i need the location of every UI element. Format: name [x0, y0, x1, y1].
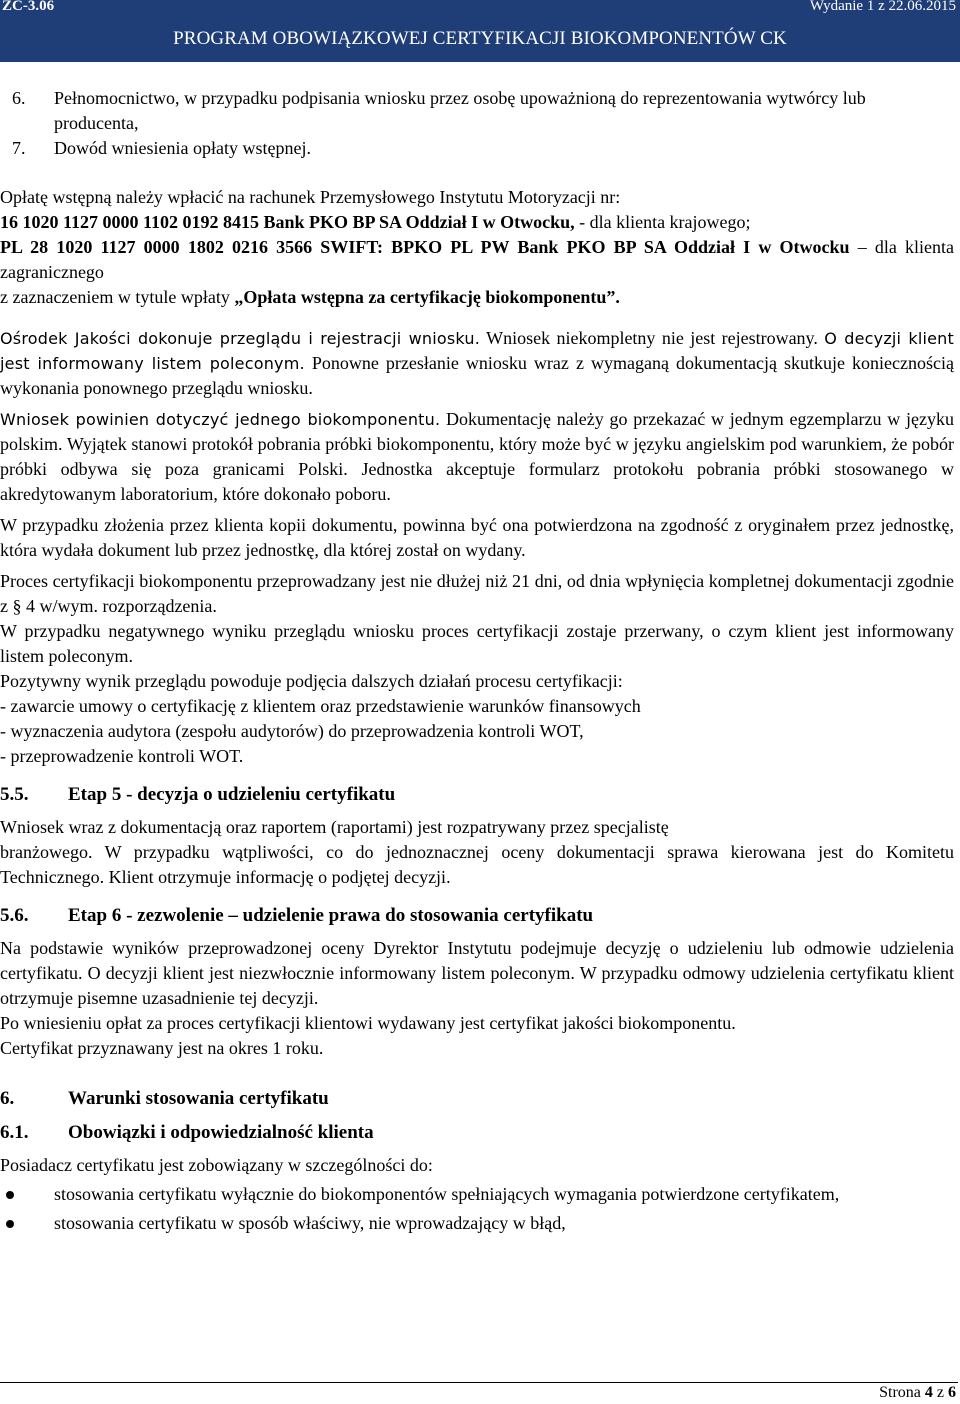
page-number: 4	[924, 1384, 933, 1401]
list-item	[0, 86, 954, 136]
payment-title-value: „Opłata wstępna za certyfikację biokomponentu”.	[234, 287, 620, 307]
section-heading-6	[0, 1085, 954, 1113]
paragraph-copies: W przypadku złożenia przez klienta kopii dokumentu, powinna być ona potwierdzona na zgodność z oryginałem przez jednostkę, która wydała dokument lub przez jednostkę, dla której został on wydany.	[0, 515, 954, 560]
page-footer	[879, 1384, 956, 1402]
list-item	[0, 1211, 954, 1236]
list-item-text: stosowania certyfikatu wyłącznie do biokomponentów spełniających wymagania potwierdzone certyfikatem,	[54, 1184, 840, 1204]
section-heading-5-5	[0, 781, 954, 809]
bullet-icon	[6, 1191, 14, 1199]
paragraph-negative-result: W przypadku negatywnego wyniku przeglądu wniosku proces certyfikacji zostaje przerwany, o czym klient jest informowany listem poleconym.	[0, 621, 954, 666]
section-5-6-para3: Certyfikat przyznawany jest na okres 1 roku.	[0, 1038, 324, 1058]
registration-text-b: Wniosek niekompletny nie jest rejestrowany.	[480, 328, 818, 348]
page-content	[0, 86, 954, 1236]
list-item-text: Dowód wniesienia opłaty wstępnej.	[54, 138, 311, 158]
section-number: 6.1.	[0, 1122, 29, 1143]
list-item-text: stosowania certyfikatu w sposób właściwy, nie wprowadzający w błąd,	[54, 1213, 566, 1233]
section-title: Warunki stosowania certyfikatu	[68, 1088, 329, 1109]
section-number: 5.6.	[0, 905, 29, 926]
footer-divider	[0, 1382, 958, 1383]
list-item	[0, 136, 954, 161]
payment-foreign	[0, 235, 954, 285]
paragraph-duration: Proces certyfikacji biokomponentu przeprowadzany jest nie dłużej niż 21 dni, od dnia wpłynięcia kompletnej dokumentacji zgodnie z § 4 w/wym. rozporządzenia.	[0, 571, 954, 616]
section-6-1-intro: Posiadacz certyfikatu jest zobowiązany w szczególności do:	[0, 1155, 433, 1175]
section-title: Etap 5 - decyzja o udzieleniu certyfikatu	[68, 784, 396, 805]
registration-text-a: Ośrodek Jakości dokonuje przeglądu i rejestracji wniosku.	[0, 329, 481, 348]
document-header	[0, 0, 960, 62]
edition-label: Wydanie 1 z 22.06.2015	[809, 0, 956, 14]
domestic-note: - dla klienta krajowego;	[574, 212, 751, 232]
paragraph-registration	[0, 326, 954, 401]
foreign-note: – dla klienta zagranicznego	[0, 237, 954, 282]
registration-text-c: O decyzji klient jest informowany listem poleconym.	[0, 329, 954, 373]
section-title: Obowiązki i odpowiedzialność klienta	[68, 1122, 374, 1143]
section-number: 6.	[0, 1088, 15, 1109]
list-item	[0, 1182, 954, 1207]
payment-title-prefix: z zaznaczeniem w tytule wpłaty	[0, 287, 235, 307]
list-item: - wyznaczenia audytora (zespołu audytorów) do przeprowadzenia kontroli WOT,	[0, 721, 584, 741]
section-5-5-line1: Wniosek wraz z dokumentacją oraz raportem (raportami) jest rozpatrywany przez specjalistę	[0, 817, 669, 837]
registration-text-d: Ponowne przesłanie wniosku wraz z wymaganą dokumentacją skutkuje koniecznością wykonania ponownego przeglądu wniosku.	[0, 353, 954, 398]
foreign-account: PL 28 1020 1127 0000 1802 0216 3566 SWIFT: BPKO PL PW Bank PKO BP SA Oddział I w Otwocku	[0, 237, 850, 257]
paragraph-single-biocomponent	[0, 407, 954, 507]
section-number: 5.5.	[0, 784, 29, 805]
single-biocomponent-text-a: Wniosek powinien dotyczyć jednego biokomponentu.	[0, 410, 441, 429]
payment-intro: Opłatę wstępną należy wpłacić na rachunek Przemysłowego Instytutu Motoryzacji nr:	[0, 187, 621, 207]
payment-domestic	[0, 210, 954, 235]
section-heading-6-1	[0, 1119, 954, 1147]
list-item-number: 6.	[12, 88, 26, 108]
section-5-6-para1: Na podstawie wyników przeprowadzonej oceny Dyrektor Instytutu podejmuje decyzję o udzieleniu lub odmowie udzielenia certyfikatu. O decyzji klient jest niezwłocznie informowany listem poleconym. W przypadku odmowy udzielenia certyfikatu klient otrzymuje pisemne uzasadnienie tej decyzji.	[0, 938, 954, 1008]
domestic-account: 16 1020 1127 0000 1102 0192 8415 Bank PKO BP SA Oddział I w Otwocku,	[0, 212, 575, 232]
list-item: - przeprowadzenie kontroli WOT.	[0, 746, 244, 766]
payment-title-line	[0, 285, 954, 310]
list-item-number: 7.	[12, 138, 26, 158]
bullet-icon	[6, 1220, 14, 1228]
section-heading-5-6	[0, 902, 954, 930]
section-5-6-para2: Po wniesieniu opłat za proces certyfikacji klientowi wydawany jest certyfikat jakości biokomponentu.	[0, 1013, 736, 1033]
list-item: - zawarcie umowy o certyfikację z klientem oraz przedstawienie warunków finansowych	[0, 696, 641, 716]
page-total: 6	[948, 1384, 956, 1401]
document-code: ZC-3.06	[2, 0, 55, 14]
list-item-text: Pełnomocnictwo, w przypadku podpisania wniosku przez osobę upoważnioną do reprezentowania wytwórcy lub producenta,	[54, 88, 866, 133]
program-title: PROGRAM OBOWIĄZKOWEJ CERTYFIKACJI BIOKOMPONENTÓW CK	[173, 28, 787, 49]
section-5-5-line2: branżowego. W przypadku wątpliwości, co do jednoznacznej oceny dokumentacji sprawa kierowana jest do Komitetu Technicznego. Klient otrzymuje informację o podjętej decyzji.	[0, 842, 954, 887]
page-of: z	[932, 1384, 948, 1401]
single-biocomponent-text-b: Dokumentację należy go przekazać w jednym egzemplarzu w języku polskim. Wyjątek stanowi protokół pobrania próbki biokomponentu, który może być w języku angielskim pod warunkiem, że pobór próbki odbywa się poza granicami Polski. Jednostka akceptuje formularz protokołu pobrania próbki stosowanego w akredytowanym laboratorium, które dokonało poboru.	[0, 409, 954, 504]
page-prefix: Strona	[879, 1384, 925, 1401]
obligations-list	[0, 1182, 954, 1236]
section-title: Etap 6 - zezwolenie – udzielenie prawa do stosowania certyfikatu	[68, 905, 594, 926]
paragraph-positive-result: Pozytywny wynik przeglądu powoduje podjęcia dalszych działań procesu certyfikacji:	[0, 671, 623, 691]
